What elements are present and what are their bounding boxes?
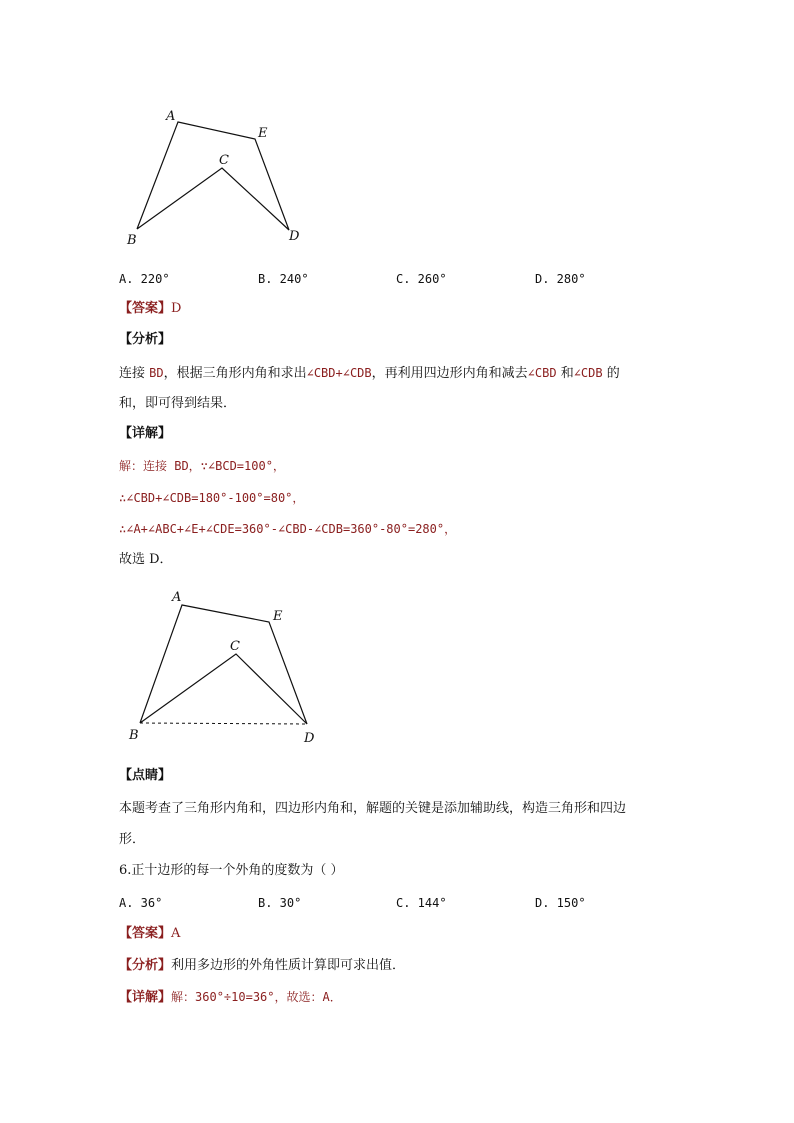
q5-comment-line-2: 形． xyxy=(119,832,146,847)
q6-answer xyxy=(119,925,180,943)
q5-analysis-seg-h: ∠CDB xyxy=(573,366,603,380)
q5-analysis-seg-a: 连接 xyxy=(119,366,150,381)
figure-1-label-e: E xyxy=(258,126,268,141)
q6-analysis-text: 利用多边形的外角性质计算即可求出值． xyxy=(171,958,406,973)
q5-analysis-label-text: 【分析】 xyxy=(119,332,172,347)
figure-1-label-c: C xyxy=(219,153,229,168)
q6-option-a: A. 36° xyxy=(119,896,163,910)
q5-analysis-seg-g: 和 xyxy=(556,366,574,381)
figure-2-label-c: C xyxy=(230,639,240,654)
q5-comment-label xyxy=(119,767,171,785)
q6-option-c: C. 144° xyxy=(396,896,447,910)
q5-comment-label-text: 【点睛】 xyxy=(119,768,172,783)
figure-2-dashed-bd xyxy=(140,723,307,724)
figure-1-label-d: D xyxy=(289,229,300,244)
q6-analysis xyxy=(119,957,405,975)
q6-question: 6.正十边形的每一个外角的度数为（ ） xyxy=(119,863,344,878)
q5-detail-label-text: 【详解】 xyxy=(119,426,172,441)
q5-analysis-seg-f: ∠CBD xyxy=(527,366,557,380)
q5-option-b: B. 240° xyxy=(258,272,309,286)
figure-2-label-a: A xyxy=(172,590,182,605)
figure-1-label-a: A xyxy=(166,109,176,124)
q5-option-d: D. 280° xyxy=(535,272,586,286)
q5-analysis-seg-c: ，根据三角形内角和求出 xyxy=(163,366,307,381)
q6-answer-label: 【答案】 xyxy=(119,926,172,941)
q5-option-c: C. 260° xyxy=(396,272,447,286)
q6-analysis-label: 【分析】 xyxy=(119,958,172,973)
figure-2-label-b: B xyxy=(129,728,139,743)
q5-analysis-seg-i: 的 xyxy=(602,366,620,381)
q6-answer-value: A xyxy=(171,926,181,941)
q5-detail-line-1: 解：连接 BD，∵∠BCD=100°， xyxy=(119,459,285,473)
q6-detail xyxy=(119,988,342,1007)
q5-answer-label: 【答案】 xyxy=(119,301,172,316)
q5-comment-line-1: 本题考查了三角形内角和，四边形内角和，解题的关键是添加辅助线，构造三角形和四边 xyxy=(119,801,627,816)
q6-detail-text: 解：360°÷10=36°，故选：A． xyxy=(171,990,342,1004)
figure-1-label-b: B xyxy=(127,233,137,248)
figure-1-pentagon xyxy=(0,0,794,260)
q6-detail-label: 【详解】 xyxy=(119,990,172,1005)
q5-detail-line-2: ∴∠CBD+∠CDB=180°-100°=80°， xyxy=(119,491,305,505)
q5-answer xyxy=(119,300,181,318)
figure-2-label-e: E xyxy=(273,609,283,624)
figure-2-label-d: D xyxy=(304,731,315,746)
q5-analysis-line-2: 和，即可得到结果． xyxy=(119,396,237,411)
q5-analysis-seg-b: BD xyxy=(149,366,164,380)
q5-detail-label xyxy=(119,425,171,443)
q5-detail-line-4: 故选 D． xyxy=(119,552,173,567)
q5-detail-line-3: ∴∠A+∠ABC+∠E+∠CDE=360°-∠CBD-∠CDB=360°-80°=280°， xyxy=(119,522,457,536)
q5-analysis-seg-d: ∠CBD+∠CDB xyxy=(306,366,372,380)
figure-2-pentagon xyxy=(0,585,794,755)
q5-answer-value: D xyxy=(171,301,182,316)
q5-analysis-seg-e: ，再利用四边形内角和减去 xyxy=(371,366,528,381)
q5-analysis-line-1 xyxy=(119,364,620,383)
q6-option-d: D. 150° xyxy=(535,896,586,910)
q5-analysis-label xyxy=(119,331,171,349)
q5-option-a: A. 220° xyxy=(119,272,170,286)
q6-option-b: B. 30° xyxy=(258,896,302,910)
